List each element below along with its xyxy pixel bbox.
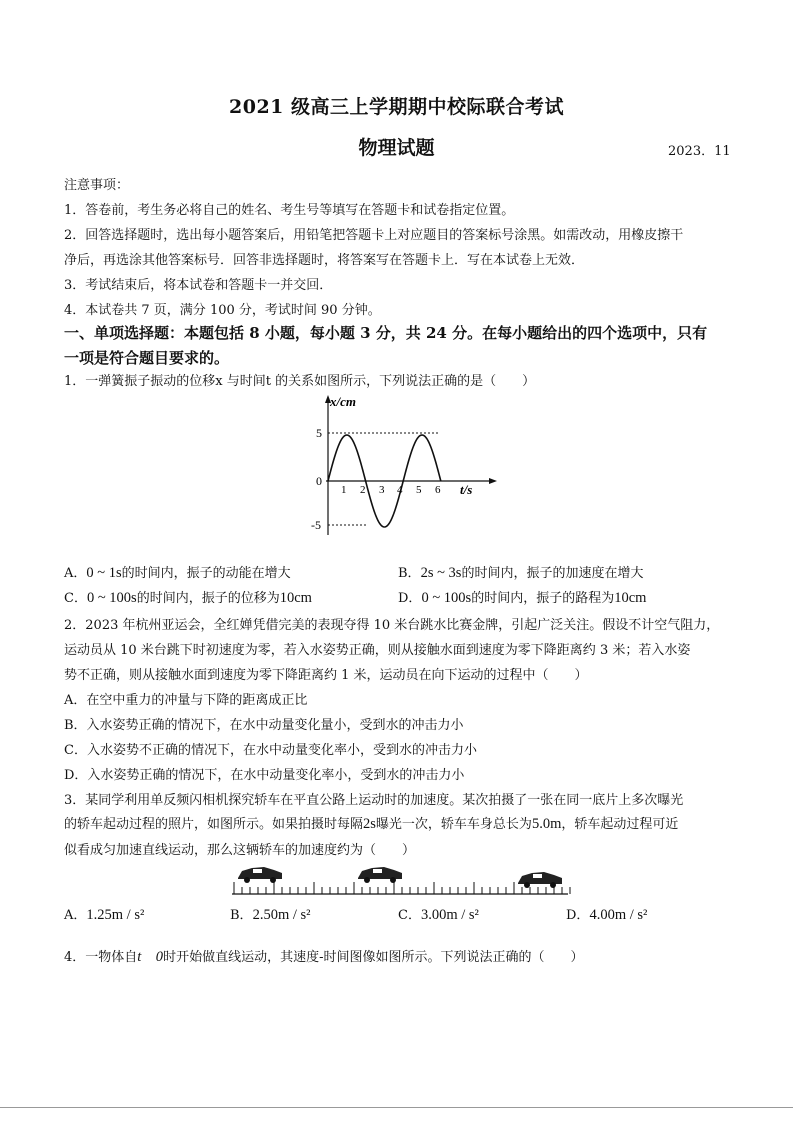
y-axis-label: x/cm <box>330 394 356 409</box>
car-icon <box>358 867 402 883</box>
q2-option-b: B．入水姿势正确的情况下，在水中动量变化量小，受到水的冲击力小 <box>64 718 464 733</box>
x-tick-label: 2 <box>360 484 366 496</box>
question-3-stem: 的轿车起动过程的照片，如图所示。如果拍摄时每隔2s曝光一次，轿车车身总长为5.0m，轿车起动过程可近 <box>64 816 679 832</box>
notice-item: 3．考试结束后，将本试卷和答题卡一并交回． <box>64 278 333 293</box>
q2-option-c: C．入水姿势不正确的情况下，在水中动量变化率小，受到水的冲击力小 <box>64 743 477 758</box>
page-bottom-rule <box>0 1107 793 1108</box>
q1-option-a: A．0 ~ 1s的时间内，振子的动能在增大 <box>64 565 291 581</box>
q2-option-a: A．在空中重力的冲量与下降的距离成正比 <box>64 693 308 708</box>
exam-title: 2021 级高三上学期期中校际联合考试 <box>229 96 564 118</box>
question-3-stem: 似看成匀加速直线运动，那么这辆轿车的加速度约为（ ） <box>64 843 416 858</box>
q1-option-b: B．2s ~ 3s的时间内，振子的加速度在增大 <box>398 565 644 581</box>
question-2-stem: 2．2023 年杭州亚运会，全红婵凭借完美的表现夺得 10 米台跳水比赛金牌，引起广泛关注。假设不计空气阻力， <box>64 618 720 633</box>
x-axis-label: t/s <box>460 482 473 497</box>
q3-option-c: C．3.00m / s² <box>398 907 479 923</box>
q1-option-c: C．0 ~ 100s的时间内，振子的位移为10cm <box>64 590 312 606</box>
x-tick-label: 4 <box>397 484 403 496</box>
q3-option-d: D．4.00m / s² <box>566 907 648 923</box>
notice-item: 4．本试卷共 7 页，满分 100 分，考试时间 90 分钟。 <box>64 303 381 318</box>
q1-displacement-graph <box>300 392 500 542</box>
notice-item: 1．答卷前，考生务必将自己的姓名、考生号等填写在答题卡和试卷指定位置。 <box>64 203 515 218</box>
question-3-stem: 3．某同学利用单反频闪相机探究轿车在平直公路上运动时的加速度。某次拍摄了一张在同一底片上多次曝光 <box>64 793 684 808</box>
subject-title: 物理试题 <box>358 137 435 159</box>
section-heading: 一、单项选择题：本题包括 8 小题，每小题 3 分，共 24 分。在每小题给出的四个选项中，只有 <box>64 324 708 342</box>
exam-date: 2023．11 <box>668 144 731 159</box>
x-tick-label: 1 <box>341 484 347 496</box>
q3-option-b: B．2.50m / s² <box>230 907 311 923</box>
origin-label: 0 <box>316 474 322 488</box>
notice-item: 2．回答选择题时，选出每小题答案后，用铅笔把答题卡上对应题目的答案标号涂黑。如需改动，用橡皮擦干 <box>64 228 684 243</box>
notice-heading: 注意事项： <box>64 178 130 193</box>
car-icon <box>238 867 282 883</box>
y-tick-label: 5 <box>316 426 322 440</box>
x-tick-label: 3 <box>379 484 385 496</box>
q2-option-d: D．入水姿势正确的情况下，在水中动量变化率小，受到水的冲击力小 <box>64 768 465 783</box>
question-1-stem: 1．一弹簧振子振动的位移x 与时间t 的关系如图所示，下列说法正确的是（ ） <box>64 374 536 389</box>
x-tick-label: 6 <box>435 484 441 496</box>
q1-option-d: D．0 ~ 100s的时间内，振子的路程为10cm <box>398 590 647 606</box>
question-4-stem: 4．一物体自t 0时开始做直线运动，其速度-时间图像如图所示。下列说法正确的（ ） <box>64 949 584 965</box>
q3-car-ruler-figure <box>228 858 574 898</box>
car-icon <box>518 872 562 888</box>
question-2-stem: 运动员从 10 米台跳下时初速度为零，若入水姿势正确，则从接触水面到速度为零下降距离约 3 米；若入水姿 <box>64 643 691 658</box>
x-tick-label: 5 <box>416 484 422 496</box>
y-tick-label: -5 <box>311 518 321 532</box>
q3-option-a: A．1.25m / s² <box>64 907 145 923</box>
question-2-stem: 势不正确，则从接触水面到速度为零下降距离约 1 米，运动员在向下运动的过程中（ ） <box>64 668 588 683</box>
section-heading-cont: 一项是符合题目要求的。 <box>64 349 230 367</box>
notice-item: 净后，再选涂其他答案标号．回答非选择题时，将答案写在答题卡上．写在本试卷上无效． <box>64 253 585 268</box>
